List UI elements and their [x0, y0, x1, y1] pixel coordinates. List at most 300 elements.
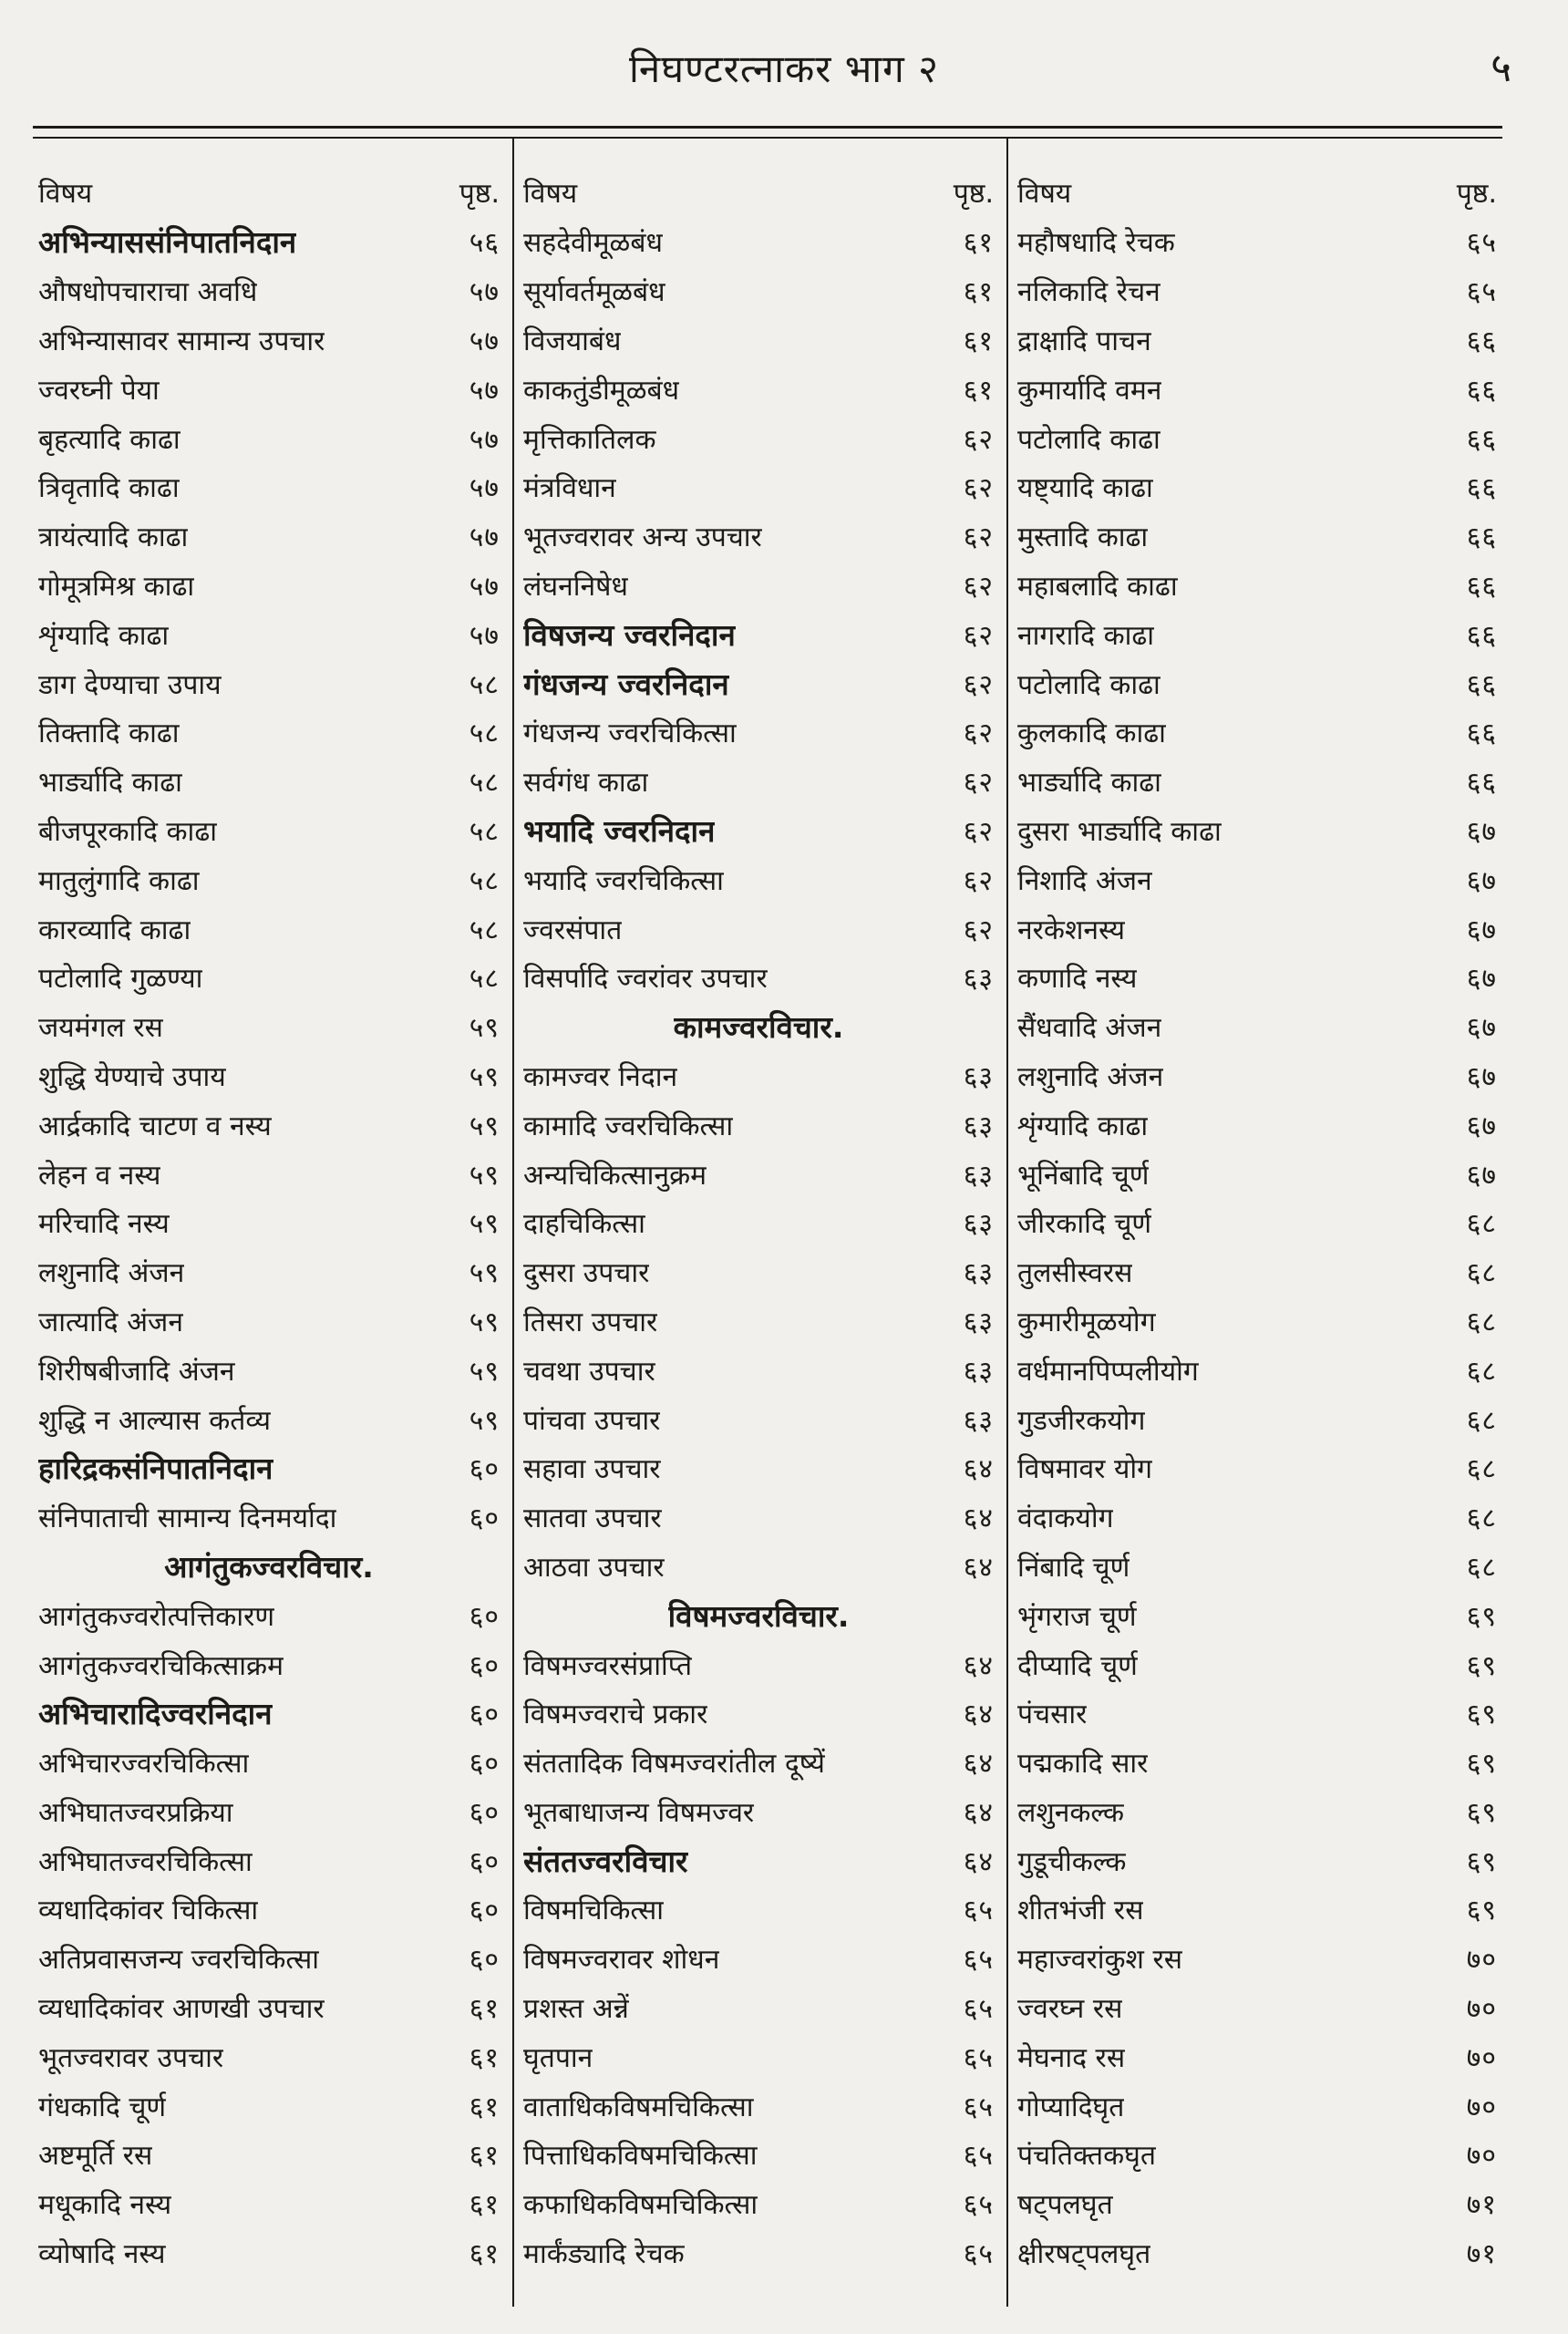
index-entry [33, 217, 507, 266]
entry-page-number: ६९ [1466, 1895, 1497, 1927]
entry-title: सहावा उपचार [523, 1453, 661, 1486]
entry-title: सर्वगंध काढा [523, 767, 649, 800]
entry-page-number: ६६ [1466, 374, 1497, 407]
entry-page-number: ५९ [469, 1110, 500, 1142]
entry-page-number: ६४ [963, 1796, 994, 1829]
entry-page-number: ५८ [469, 864, 500, 897]
entry-title: पटोलादि गुळण्या [38, 963, 203, 996]
entry-title: त्रिवृतादि काढा [38, 472, 180, 505]
entry-title: द्राक्षादि पाचन [1017, 325, 1151, 357]
entry-page-number: ५७ [469, 619, 500, 652]
entry-title: गुडजीरकयोग [1017, 1404, 1146, 1437]
index-entry [518, 609, 1001, 658]
entry-title: दुसरा उपचार [523, 1257, 650, 1290]
entry-title: शृंग्यादि काढा [38, 619, 170, 652]
entry-page-number: ६३ [963, 1110, 994, 1142]
index-column-2 [518, 137, 1001, 2307]
entry-page-number: ५९ [469, 1012, 500, 1045]
index-entry [518, 2130, 1001, 2179]
index-entry [33, 953, 507, 1002]
entry-title: आर्द्रकादि चाटण व नस्य [38, 1110, 272, 1142]
entry-page-number: ६३ [963, 1306, 994, 1338]
entry-title: नरकेशनस्य [1017, 914, 1126, 946]
index-entry [518, 1296, 1001, 1346]
entry-title: तिक्तादि काढा [38, 718, 180, 750]
entry-title: कामज्वर निदान [523, 1060, 678, 1093]
entry-title: महाज्वरांकुश रस [1017, 1944, 1183, 1977]
entry-page-number: ६३ [963, 1404, 994, 1437]
page-heading: पृष्ठ. [459, 178, 500, 210]
entry-title: नागरादि काढा [1017, 619, 1155, 652]
index-entry [33, 2130, 507, 2179]
entry-page-number: ६४ [963, 1649, 994, 1682]
entry-title: शीतभंजी रस [1017, 1895, 1144, 1927]
entry-page-number: ६३ [963, 1355, 994, 1388]
index-entry [518, 266, 1001, 315]
entry-page-number: ५९ [469, 1159, 500, 1192]
entry-page-number: ५७ [469, 325, 500, 357]
index-entry [33, 1983, 507, 2032]
entry-page-number: ६५ [963, 1944, 994, 1977]
index-entry [1012, 1492, 1504, 1542]
index-entry [518, 1689, 1001, 1738]
index-entry [1012, 1639, 1504, 1689]
index-entry [1012, 1934, 1504, 1983]
index-entry [1012, 364, 1504, 413]
section-heading [33, 1542, 507, 1591]
entry-title: सूर्यावर्तमूळबंध [523, 276, 665, 309]
entry-page-number: ६० [469, 1796, 500, 1829]
index-entry [518, 511, 1001, 561]
index-entry [33, 2081, 507, 2130]
index-entry [33, 315, 507, 365]
index-entry [33, 1835, 507, 1885]
entry-title: भूतज्वरावर अन्य उपचार [523, 522, 762, 554]
entry-title: व्योषादि नस्य [38, 2238, 166, 2271]
entry-title: आगंतुकज्वरोत्पत्तिकारण [38, 1600, 275, 1633]
column-divider [1006, 137, 1008, 2307]
entry-page-number: ६३ [963, 963, 994, 996]
index-entry [518, 1100, 1001, 1149]
entry-page-number: ५९ [469, 1208, 500, 1241]
entry-title: पंचसार [1017, 1699, 1088, 1731]
entry-title: अभिन्याससंनिपातनिदान [38, 224, 297, 261]
index-entry [518, 1394, 1001, 1443]
index-entry [1012, 904, 1504, 953]
entry-page-number: ६२ [963, 668, 994, 701]
index-entry [1012, 561, 1504, 610]
entry-page-number: ६५ [963, 1895, 994, 1927]
entry-title: विषमज्वरविचार. [667, 1597, 850, 1634]
entry-page-number: ६९ [1466, 1796, 1497, 1829]
index-entry [518, 658, 1001, 707]
entry-title: बृहत्यादि काढा [38, 423, 181, 456]
index-entry [33, 1198, 507, 1247]
entry-page-number: ६६ [1466, 472, 1497, 505]
entry-title: आगंतुकज्वरचिकित्साक्रम [38, 1649, 284, 1682]
entry-page-number: ५८ [469, 668, 500, 701]
index-entry [518, 1198, 1001, 1247]
entry-page-number: ६६ [1466, 767, 1497, 800]
entry-title: सैंधवादि अंजन [1017, 1012, 1162, 1045]
index-entry [518, 315, 1001, 365]
index-entry [518, 757, 1001, 806]
entry-title: लंघननिषेध [523, 570, 628, 603]
entry-page-number: ६१ [963, 374, 994, 407]
index-entry [1012, 2179, 1504, 2228]
entry-page-number: ६९ [1466, 1649, 1497, 1682]
entry-page-number: ६१ [469, 2140, 500, 2173]
index-entry [518, 1835, 1001, 1885]
entry-title: तुलसीस्वरस [1017, 1257, 1133, 1290]
index-entry [1012, 1835, 1504, 1885]
entry-title: गुडूचीकल्क [1017, 1845, 1127, 1878]
index-entry [1012, 707, 1504, 757]
entry-title: विसर्पादि ज्वरांवर उपचार [523, 963, 768, 996]
entry-title: व्यधादिकांवर चिकित्सा [38, 1895, 259, 1927]
index-entry [518, 364, 1001, 413]
entry-page-number: ६६ [1466, 423, 1497, 456]
entry-title: दुसरा भार्ड्यादि काढा [1017, 815, 1222, 848]
index-entry [33, 462, 507, 511]
index-entry [518, 2179, 1001, 2228]
index-entry [1012, 1394, 1504, 1443]
entry-page-number: ६६ [1466, 325, 1497, 357]
index-entry [33, 364, 507, 413]
entry-page-number: ६६ [1466, 718, 1497, 750]
entry-title: गोप्यादिघृत [1017, 2091, 1125, 2123]
entry-page-number: ६० [469, 1895, 500, 1927]
entry-page-number: ६१ [963, 227, 994, 260]
entry-page-number: ६६ [1466, 619, 1497, 652]
entry-title: संनिपाताची सामान्य दिनमर्यादा [38, 1503, 337, 1535]
entry-title: कामज्वरविचार. [673, 1009, 844, 1046]
index-entry [1012, 1542, 1504, 1591]
entry-page-number: ६० [469, 1600, 500, 1633]
entry-title: डाग देण्याचा उपाय [38, 668, 222, 701]
entry-title: कारव्यादि काढा [38, 914, 191, 946]
entry-page-number: ६७ [1466, 1159, 1497, 1192]
entry-title: ज्वरसंपात [523, 914, 623, 946]
entry-title: चवथा उपचार [523, 1355, 655, 1388]
entry-title: मातुलुंगादि काढा [38, 864, 200, 897]
index-entry [518, 1738, 1001, 1787]
entry-title: व्यधादिकांवर आणखी उपचार [38, 1993, 325, 2026]
entry-page-number: ६२ [963, 472, 994, 505]
entry-page-number: ६१ [469, 2189, 500, 2222]
entry-title: षट्पलघृत [1017, 2189, 1113, 2222]
entry-page-number: ६० [469, 1748, 500, 1781]
entry-title: मुस्तादि काढा [1017, 522, 1149, 554]
entry-title: संततादिक विषमज्वरांतील दूष्यें [523, 1748, 825, 1781]
entry-page-number: ६४ [963, 1748, 994, 1781]
entry-page-number: ६२ [963, 815, 994, 848]
index-entry [1012, 511, 1504, 561]
entry-title: मृत्तिकातिलक [523, 423, 656, 456]
entry-page-number: ६७ [1466, 1110, 1497, 1142]
entry-title: विषमचिकित्सा [523, 1895, 664, 1927]
index-entry [33, 1639, 507, 1689]
index-entry [518, 1443, 1001, 1492]
entry-page-number: ६३ [963, 1060, 994, 1093]
entry-page-number: ६० [469, 1944, 500, 1977]
index-entry [1012, 462, 1504, 511]
index-entry [33, 561, 507, 610]
entry-title: गोमूत्रमिश्र काढा [38, 570, 195, 603]
index-entry [33, 854, 507, 904]
index-rows [518, 217, 1001, 2277]
entry-page-number: ६४ [963, 1845, 994, 1878]
index-entry [1012, 217, 1504, 266]
index-entry [518, 561, 1001, 610]
entry-page-number: ६३ [963, 1257, 994, 1290]
index-entry [1012, 2031, 1504, 2081]
entry-page-number: ५७ [469, 374, 500, 407]
entry-title: वंदाकयोग [1017, 1503, 1114, 1535]
index-entry [518, 904, 1001, 953]
index-entry [1012, 266, 1504, 315]
entry-title: तिसरा उपचार [523, 1306, 658, 1338]
entry-title: पंचतिक्तकघृत [1017, 2140, 1157, 2173]
section-heading [518, 1002, 1001, 1051]
entry-title: भूतबाधाजन्य विषमज्वर [523, 1796, 755, 1829]
entry-title: भूतज्वरावर उपचार [38, 2041, 224, 2074]
entry-title: क्षीरषट्पलघृत [1017, 2238, 1151, 2271]
entry-page-number: ६३ [963, 1159, 994, 1192]
entry-page-number: ६२ [963, 619, 994, 652]
entry-title: महाबलादि काढा [1017, 570, 1178, 603]
subject-heading: विषय [523, 178, 578, 210]
index-entry [1012, 1296, 1504, 1346]
index-entry [518, 1149, 1001, 1198]
index-entry [1012, 1002, 1504, 1051]
entry-title: भार्ड्यादि काढा [1017, 767, 1161, 800]
entry-page-number: ६० [469, 1503, 500, 1535]
entry-page-number: ६८ [1466, 1257, 1497, 1290]
entry-title: अन्यचिकित्सानुक्रम [523, 1159, 707, 1192]
entry-page-number: ६० [469, 1699, 500, 1731]
entry-title: भूनिंबादि चूर्ण [1017, 1159, 1150, 1192]
index-entry [1012, 1885, 1504, 1934]
index-entry [518, 1885, 1001, 1934]
entry-title: कणादि नस्य [1017, 963, 1138, 996]
index-entry [518, 1247, 1001, 1296]
entry-page-number: ६८ [1466, 1355, 1497, 1388]
entry-page-number: ७० [1466, 2091, 1497, 2123]
page-heading: पृष्ठ. [1456, 178, 1497, 210]
section-heading [518, 1590, 1001, 1639]
entry-page-number: ७० [1466, 2140, 1497, 2173]
entry-page-number: ६२ [963, 570, 994, 603]
entry-page-number: ६१ [963, 276, 994, 309]
index-entry [1012, 1051, 1504, 1100]
index-entry [518, 1934, 1001, 1983]
entry-title: यष्ट्यादि काढा [1017, 472, 1153, 505]
entry-title: घृतपान [523, 2041, 593, 2074]
entry-page-number: ५७ [469, 472, 500, 505]
entry-page-number: ७० [1466, 1993, 1497, 2026]
entry-title: भार्ड्यादि काढा [38, 767, 182, 800]
entry-title: जात्यादि अंजन [38, 1306, 183, 1338]
entry-page-number: ५९ [469, 1257, 500, 1290]
index-entry [33, 511, 507, 561]
index-entry [33, 1296, 507, 1346]
entry-page-number: ६४ [963, 1551, 994, 1584]
entry-page-number: ६५ [1466, 276, 1497, 309]
entry-page-number: ६७ [1466, 914, 1497, 946]
entry-title: वाताधिकविषमचिकित्सा [523, 2091, 754, 2123]
entry-page-number: ६९ [1466, 1600, 1497, 1633]
entry-page-number: ५८ [469, 815, 500, 848]
entry-title: मंत्रविधान [523, 472, 616, 505]
entry-page-number: ६० [469, 1649, 500, 1682]
entry-page-number: ५९ [469, 1355, 500, 1388]
index-entry [33, 609, 507, 658]
entry-page-number: ६२ [963, 767, 994, 800]
entry-page-number: ६१ [963, 325, 994, 357]
index-entry [1012, 658, 1504, 707]
index-entry [1012, 609, 1504, 658]
index-entry [518, 1542, 1001, 1591]
index-entry [1012, 2081, 1504, 2130]
page-heading: पृष्ठ. [953, 178, 994, 210]
entry-title: निशादि अंजन [1017, 864, 1152, 897]
entry-title: मरिचादि नस्य [38, 1208, 170, 1241]
entry-title: लशुनादि अंजन [38, 1257, 185, 1290]
entry-page-number: ६१ [469, 2041, 500, 2074]
index-entry [33, 1100, 507, 1149]
index-entry [518, 854, 1001, 904]
entry-page-number: ५९ [469, 1404, 500, 1437]
index-entry [1012, 1738, 1504, 1787]
entry-title: पित्ताधिकविषमचिकित्सा [523, 2140, 758, 2173]
index-column-1 [33, 137, 507, 2307]
entry-page-number: ६४ [963, 1699, 994, 1731]
index-entry [33, 1787, 507, 1836]
index-entry [33, 1934, 507, 1983]
entry-title: सातवा उपचार [523, 1503, 662, 1535]
entry-title: आठवा उपचार [523, 1551, 665, 1584]
index-entry [33, 806, 507, 855]
entry-title: अष्टमूर्ति रस [38, 2140, 153, 2173]
index-entry [518, 707, 1001, 757]
entry-title: अभिचारज्वरचिकित्सा [38, 1748, 250, 1781]
index-entry [1012, 953, 1504, 1002]
entry-title: शृंग्यादि काढा [1017, 1110, 1149, 1142]
entry-page-number: ५७ [469, 423, 500, 456]
index-entry [33, 1002, 507, 1051]
entry-page-number: ६७ [1466, 864, 1497, 897]
entry-page-number: ६६ [1466, 668, 1497, 701]
entry-title: महौषधादि रेचक [1017, 227, 1175, 260]
entry-page-number: ६४ [963, 1503, 994, 1535]
entry-page-number: ५८ [469, 718, 500, 750]
index-entry [33, 2179, 507, 2228]
entry-title: विजयाबंध [523, 325, 622, 357]
entry-title: ज्वरघ्न रस [1017, 1993, 1123, 2026]
entry-page-number: ६८ [1466, 1453, 1497, 1486]
entry-title: पटोलादि काढा [1017, 423, 1161, 456]
index-entry [1012, 315, 1504, 365]
entry-title: प्रशस्त अन्नें [523, 1993, 629, 2026]
entry-page-number: ६५ [963, 2140, 994, 2173]
index-entry [1012, 1590, 1504, 1639]
entry-page-number: ६३ [963, 1208, 994, 1241]
entry-title: औषधोपचाराचा अवधि [38, 276, 258, 309]
index-entry [518, 1345, 1001, 1394]
entry-page-number: ६७ [1466, 963, 1497, 996]
entry-title: नलिकादि रेचन [1017, 276, 1161, 309]
index-entry [33, 1689, 507, 1738]
entry-title: लेहन व नस्य [38, 1159, 161, 1192]
entry-title: गंधजन्य ज्वरचिकित्सा [523, 718, 737, 750]
entry-title: जीरकादि चूर्ण [1017, 1208, 1152, 1241]
entry-title: दाहचिकित्सा [523, 1208, 645, 1241]
index-entry [518, 1051, 1001, 1100]
index-entry [33, 707, 507, 757]
index-entry [33, 2031, 507, 2081]
entry-title: अभिघातज्वरप्रक्रिया [38, 1796, 233, 1829]
entry-title: हारिद्रकसंनिपातनिदान [38, 1451, 273, 1487]
index-entry [33, 2228, 507, 2277]
index-entry [1012, 1443, 1504, 1492]
entry-title: मेघनाद रस [1017, 2041, 1126, 2074]
index-entry [1012, 1198, 1504, 1247]
entry-title: काकतुंडीमूळबंध [523, 374, 680, 407]
index-entry [1012, 1100, 1504, 1149]
entry-title: पांचवा उपचार [523, 1404, 661, 1437]
index-entry [1012, 1787, 1504, 1836]
entry-page-number: ६७ [1466, 815, 1497, 848]
entry-title: शिरीषबीजादि अंजन [38, 1355, 235, 1388]
index-entry [1012, 806, 1504, 855]
subject-heading: विषय [38, 178, 93, 210]
index-entry [33, 1394, 507, 1443]
entry-title: विषमावर योग [1017, 1453, 1153, 1486]
index-entry [1012, 1149, 1504, 1198]
index-entry [33, 1345, 507, 1394]
entry-title: जयमंगल रस [38, 1012, 163, 1045]
entry-page-number: ५७ [469, 570, 500, 603]
index-entry [1012, 2228, 1504, 2277]
index-entry [33, 266, 507, 315]
entry-title: ज्वरघ्नी पेया [38, 374, 160, 407]
entry-page-number: ६० [469, 1845, 500, 1878]
index-entry [1012, 757, 1504, 806]
index-entry [33, 658, 507, 707]
entry-page-number: ६६ [1466, 570, 1497, 603]
index-entry [518, 1983, 1001, 2032]
entry-page-number: ६२ [963, 718, 994, 750]
entry-title: भयादि ज्वरचिकित्सा [523, 864, 724, 897]
entry-title: मधूकादि नस्य [38, 2189, 172, 2222]
entry-title: मार्कंड्यादि रेचक [523, 2238, 685, 2271]
index-entry [33, 757, 507, 806]
entry-page-number: ६९ [1466, 1845, 1497, 1878]
index-entry [33, 1885, 507, 1934]
entry-page-number: ६२ [963, 522, 994, 554]
entry-page-number: ५९ [469, 1306, 500, 1338]
entry-title: कुमारीमूळयोग [1017, 1306, 1156, 1338]
index-rows [1012, 217, 1504, 2277]
index-entry [33, 1443, 507, 1492]
entry-page-number: ६८ [1466, 1306, 1497, 1338]
entry-page-number: ६८ [1466, 1404, 1497, 1437]
entry-title: बीजपूरकादि काढा [38, 815, 217, 848]
entry-title: अभिन्यासावर सामान्य उपचार [38, 325, 325, 357]
entry-page-number: ५७ [469, 522, 500, 554]
entry-page-number: ६१ [469, 2091, 500, 2123]
